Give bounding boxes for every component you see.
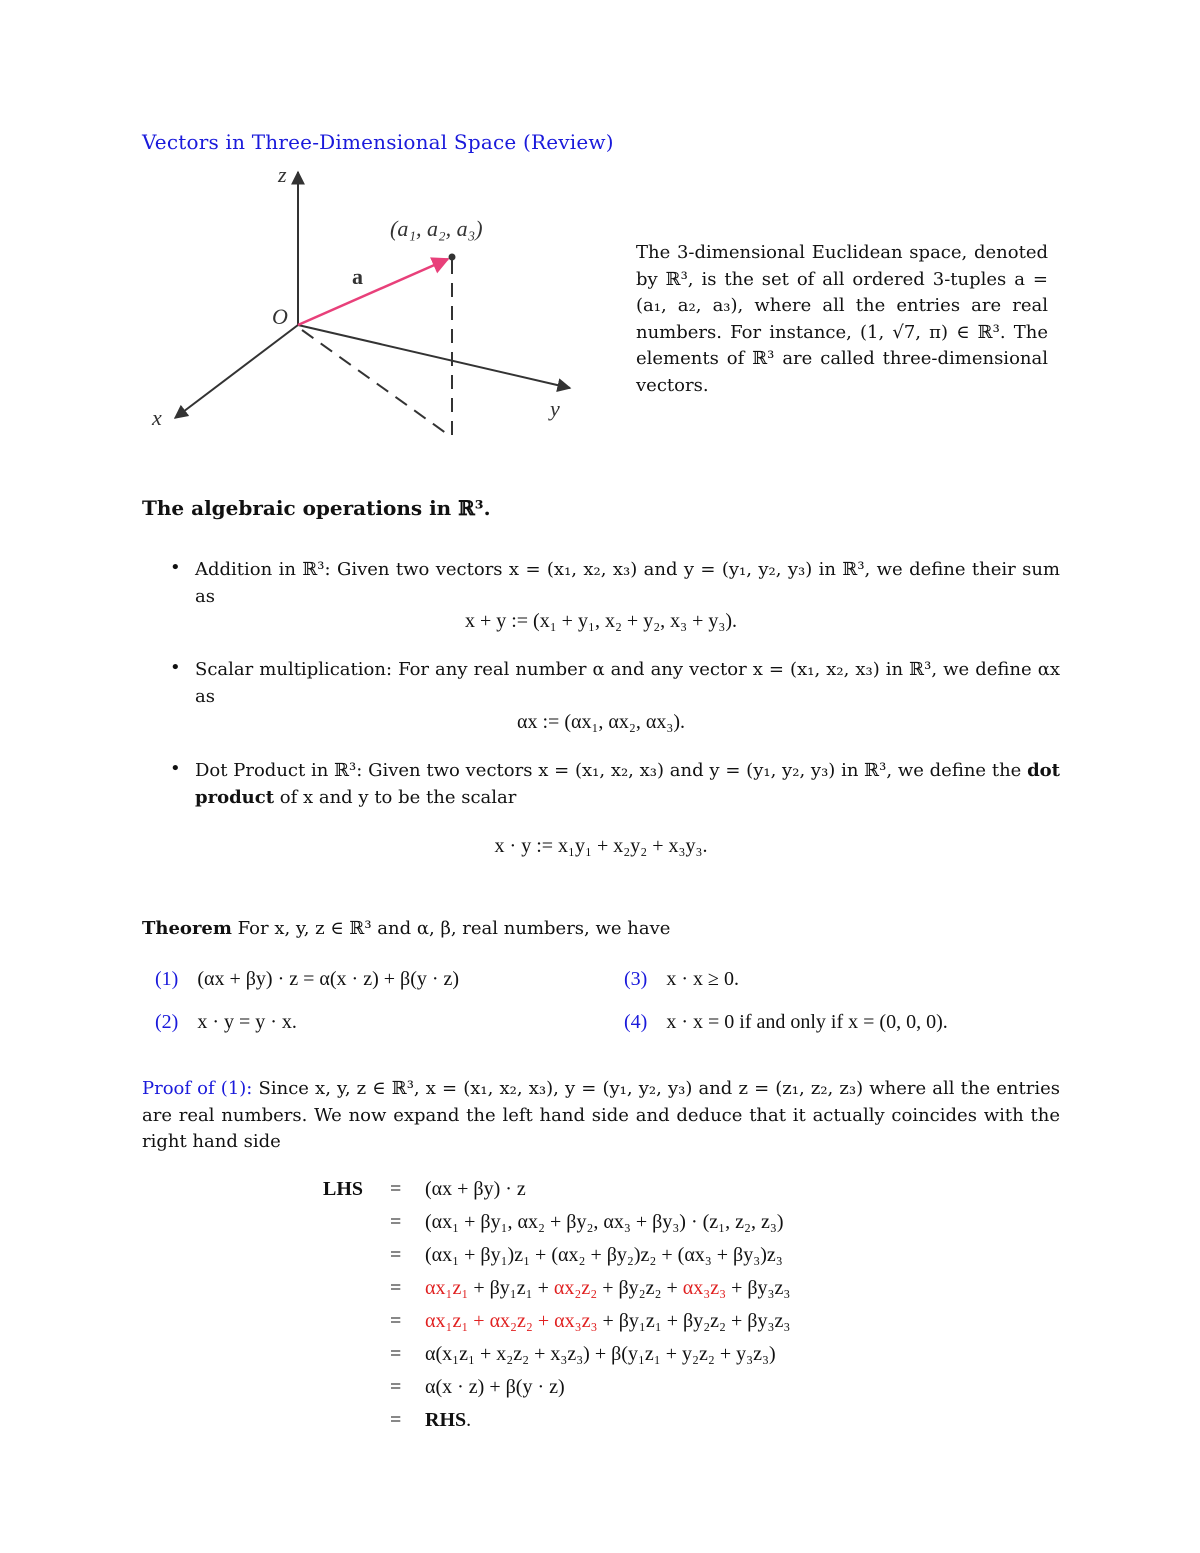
section-title: Vectors in Three-Dimensional Space (Review) — [142, 130, 614, 154]
theorem-item-1 — [155, 968, 459, 991]
bullet-dot: • — [170, 557, 181, 578]
vector-a-arrow — [298, 259, 448, 325]
dot-product-text-b: of x and y to be the scalar — [279, 786, 517, 808]
proof-step-6: α(x₁z₁ + x₂z₂ + x₃z₃) + β(y₁z₁ + y₂z₂ + y₃z₃) — [425, 1343, 776, 1365]
dot-product-term: dot product — [195, 760, 1060, 808]
proof-step-1: (αx + βy) · z — [425, 1178, 526, 1200]
theorem-label: Theorem — [142, 918, 232, 939]
x-axis — [175, 325, 298, 418]
description-p1: The 3-dimensional Euclidean space, denoted by ℝ³, is the set of all ordered 3-tuples — [636, 242, 1048, 290]
point-label: (a₁, a₂, a₃) — [390, 216, 483, 241]
scalar-formula: αx := (αx₁, αx₂, αx₃). — [517, 711, 685, 733]
black-term: + βy₁z₁ + — [468, 1277, 554, 1299]
vector-3d-figure — [140, 160, 590, 450]
black-term: + βy₂z₂ + — [597, 1277, 683, 1299]
equals-sign: = — [390, 1178, 402, 1200]
item-number: (2) — [155, 1011, 179, 1033]
proof-step-2: (αx₁ + βy₁, αx₂ + βy₂, αx₃ + βy₃) · (z₁, z₂, z₃) — [425, 1211, 784, 1233]
item-number: (3) — [624, 968, 648, 990]
rhs-result — [425, 1409, 471, 1432]
theorem-item-3 — [624, 968, 739, 991]
dot-product-formula: x · y := x₁y₁ + x₂y₂ + x₃y₃. — [494, 835, 708, 857]
bullet-dot-product-text — [195, 758, 1060, 811]
item-text: x · x ≥ 0. — [666, 968, 739, 990]
red-term: αx₃z₃ — [682, 1277, 727, 1299]
dashed-projection-diagonal — [302, 330, 450, 436]
addition-formula: x + y := (x₁ + y₁, x₂ + y₂, x₃ + y₃). — [464, 610, 738, 632]
proof-text: Since x, y, z ∈ ℝ³, x = (x₁, x₂, x₃), y = (y₁, y₂, y₃) and z = (z₁, z₂, z₃) where all the entries are real numbers. We now expand the left hand side and deduce that it actually coincides with the right hand side — [142, 1078, 1060, 1152]
axis-x-label: x — [152, 405, 162, 430]
origin-label: O — [272, 304, 288, 329]
bullet-dot: • — [170, 657, 181, 678]
vector-a-label: a — [352, 264, 363, 289]
equals-sign: = — [390, 1310, 402, 1332]
item-text: x · x = 0 if and only if x = (0, 0, 0). — [666, 1011, 948, 1033]
bullet-scalar-text: Scalar multiplication: For any real number α and any vector x = (x₁, x₂, x₃) in ℝ³, we define αx as — [195, 659, 1060, 707]
equals-sign: = — [390, 1343, 402, 1365]
theorem-statement — [142, 918, 1060, 939]
operations-heading: The algebraic operations in ℝ³. — [142, 496, 491, 520]
red-term: αx₂z₂ — [553, 1277, 598, 1299]
bullet-addition-text: Addition in ℝ³: Given two vectors x = (x₁, x₂, x₃) and y = (y₁, y₂, y₃) in ℝ³, we define their sum as — [195, 559, 1060, 607]
item-number: (1) — [155, 968, 179, 990]
axis-y-label: y — [550, 396, 560, 421]
black-term: + βy₁z₁ + βy₂z₂ + βy₃z₃ — [597, 1310, 791, 1332]
r3-description — [636, 240, 1048, 399]
black-term: + βy₃z₃ — [726, 1277, 791, 1299]
item-number: (4) — [624, 1011, 648, 1033]
item-text: x · y = y · x. — [197, 1011, 297, 1033]
red-term: αx₁z₁ + αx₂z₂ + αx₃z₃ — [425, 1310, 598, 1332]
item-text: (αx + βy) · z = α(x · z) + β(y · z) — [197, 968, 460, 990]
equals-sign: = — [390, 1211, 402, 1233]
equals-sign: = — [390, 1244, 402, 1266]
proof-step-7: α(x · z) + β(y · z) — [425, 1376, 565, 1398]
proof-step-4 — [425, 1277, 790, 1300]
y-axis — [298, 325, 570, 388]
equals-sign: = — [390, 1409, 402, 1431]
description-p2: a = (a₁, a₂, a₃), where all the entries are real numbers. For instance, (1, √7, π) ∈ ℝ³. The elements of ℝ³ are called three-dimensional vectors. — [636, 268, 1048, 396]
bullet-dot: • — [170, 758, 181, 779]
lhs-label: LHS — [323, 1178, 364, 1200]
red-term: αx₁z₁ — [425, 1277, 469, 1299]
theorem-item-2 — [155, 1011, 297, 1034]
proof-label: Proof of (1): — [142, 1078, 253, 1099]
axis-z-label: z — [278, 162, 287, 187]
point-dot — [449, 254, 456, 261]
equals-sign: = — [390, 1376, 402, 1398]
rhs-period: . — [466, 1409, 472, 1431]
rhs-label: RHS — [425, 1409, 467, 1431]
theorem-item-4 — [624, 1011, 948, 1034]
dot-product-text-a: Dot Product in ℝ³: Given two vectors x = (x₁, x₂, x₃) and y = (y₁, y₂, y₃) in ℝ³, we define the — [195, 760, 1022, 781]
theorem-intro: For x, y, z ∈ ℝ³ and α, β, real numbers, we have — [237, 918, 671, 939]
proof-step-5 — [425, 1310, 790, 1333]
equals-sign: = — [390, 1277, 402, 1299]
proof-step-3: (αx₁ + βy₁)z₁ + (αx₂ + βy₂)z₂ + (αx₃ + βy₃)z₃ — [425, 1244, 783, 1266]
proof-paragraph — [142, 1076, 1060, 1156]
